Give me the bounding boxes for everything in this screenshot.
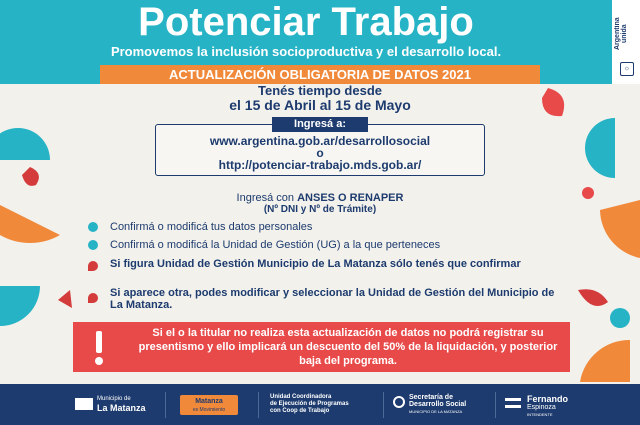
decor-red-drop-right-mid	[578, 289, 608, 306]
bullet-red-icon	[88, 293, 98, 303]
logo-fe-line3: INTENDENTE	[527, 412, 553, 417]
logo-mm-line1: Matanza	[195, 398, 223, 405]
logo-fe-line1: Fernando	[527, 394, 569, 404]
logo-municipio-line1: Municipio de	[97, 396, 131, 402]
access-label: Ingresá a:	[272, 117, 368, 132]
deadline-line2: el 15 de Abril al 15 de Mayo	[229, 97, 411, 113]
logo-ds-line3: MUNICIPIO DE LA MATANZA	[409, 409, 463, 414]
logo-mm-line2: es Movimiento	[192, 407, 226, 413]
flag-icon	[75, 398, 93, 410]
side-brand-text: Argentina unida	[614, 17, 628, 51]
url-link-2[interactable]: http://potenciar-trabajo.mds.gob.ar/	[218, 158, 422, 172]
decor-teal-dot-right	[610, 308, 630, 328]
bullet-teal-icon	[88, 240, 98, 250]
logo-ds-line2: Desarrollo Social	[409, 401, 467, 408]
bullet-teal-icon	[88, 222, 98, 232]
deadline-line1: Tenés tiempo desde	[257, 83, 382, 98]
flag-lines-icon	[505, 398, 521, 408]
logo-uc-line2: de Ejecución de Programas	[270, 401, 349, 407]
decor-orange-quarter-bottom-right	[580, 340, 630, 382]
url-or: o	[316, 146, 324, 160]
logo-uc-line1: Unidad Coordinadora	[270, 394, 332, 400]
warning-text: Si el o la titular no realiza esta actualización de datos no podrá registrar su presentismo y ello implicará un descuento del 50% de la liquidación, y posterior baja del programa.	[138, 327, 558, 367]
step-item: Confirmá o modificá la Unidad de Gestión (UG) a la que perteneces	[110, 239, 441, 251]
circle-logo-icon	[393, 396, 405, 408]
identify-emphasis: ANSES O RENAPER	[297, 192, 404, 204]
step-item: Confirmá o modificá tus datos personales	[110, 221, 313, 233]
logo-uc-line3: con Coop de Trabajo	[270, 408, 330, 414]
page-subtitle: Promovemos la inclusión socioproductiva y el desarrollo local.	[110, 44, 502, 59]
exclamation-icon	[81, 328, 117, 366]
page-title: Potenciar Trabajo	[138, 0, 474, 44]
side-brand-strip	[612, 0, 640, 84]
update-banner: ACTUALIZACIÓN OBLIGATORIA DE DATOS 2021	[100, 65, 540, 84]
logo-desarrollo-social	[393, 394, 493, 416]
warning-box	[73, 322, 570, 372]
step-item: Si aparece otra, podes modificar y seleccionar la Unidad de Gestión del Municipio de La Matanza.	[110, 287, 555, 311]
logo-unidad-coordinadora	[270, 394, 380, 416]
logo-fernando-espinoza	[505, 394, 595, 416]
decor-teal-half-circle-left	[0, 128, 50, 160]
logo-municipio-line2: La Matanza	[97, 403, 146, 413]
decor-red-triangle-left	[58, 290, 72, 308]
sun-icon: ☼	[620, 62, 634, 76]
logo-fe-line2: Espinoza	[527, 404, 556, 411]
url-link-1[interactable]: www.argentina.gob.ar/desarrollosocial	[209, 134, 431, 148]
footer-logos	[0, 384, 640, 425]
decor-red-drop-left	[22, 167, 39, 186]
logo-matanza-movimiento	[180, 395, 238, 415]
bullet-red-icon	[88, 261, 98, 271]
identify-line2: (Nº DNI y Nº de Trámite)	[263, 204, 377, 215]
step-item: Si figura Unidad de Gestión Municipio de La Matanza sólo tenés que confirmar	[110, 258, 521, 270]
identify-prefix: Ingresá con	[236, 192, 298, 204]
decor-teal-quarter-bottom-left	[0, 286, 40, 326]
decor-teal-half-right	[585, 118, 615, 178]
logo-ds-line1: Secretaría de	[409, 394, 453, 401]
